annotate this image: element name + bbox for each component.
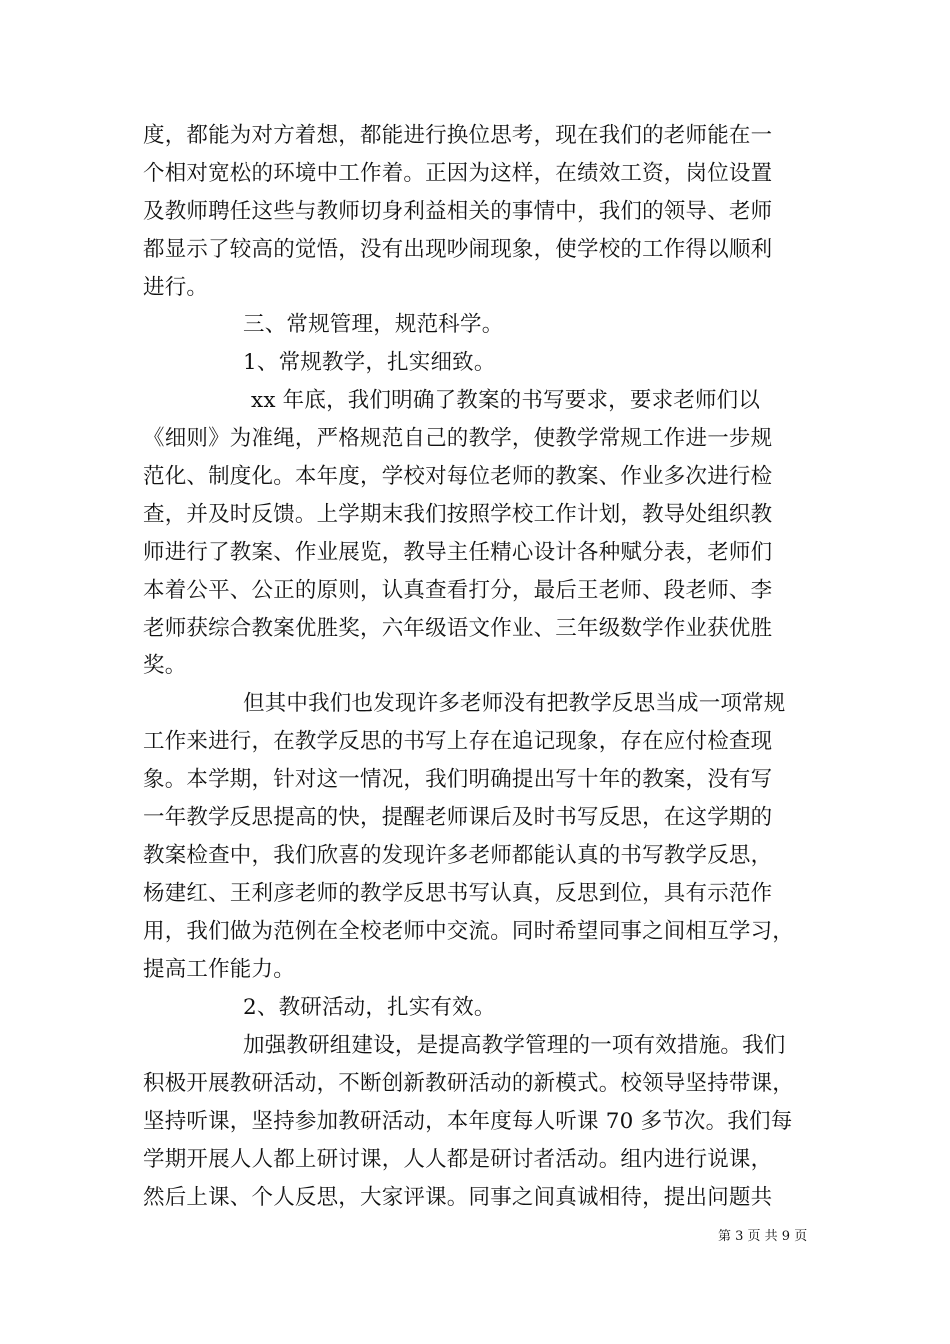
text-line: xx 年底，我们明确了教案的书写要求，要求老师们以 <box>251 388 761 413</box>
text-line: 本着公平、公正的原则，认真查看打分，最后王老师、段老师、李 <box>143 578 773 603</box>
text-line: 杨建红、王利彦老师的教学反思书写认真，反思到位，具有示范作 <box>143 881 773 906</box>
text-line: 个相对宽松的环境中工作着。正因为这样，在绩效工资，岗位设置 <box>143 161 773 186</box>
text-line: 及教师聘任这些与教师切身利益相关的事情中，我们的领导、老师 <box>143 199 773 224</box>
section-heading: 三、常规管理，规范科学。 <box>243 312 504 337</box>
page-number-footer: 第 3 页 共 9 页 <box>718 1229 808 1244</box>
text-line: 师进行了教案、作业展览，教导主任精心设计各种赋分表，老师们 <box>143 540 773 565</box>
text-line: 学期开展人人都上研讨课，人人都是研讨者活动。组内进行说课， <box>143 1147 773 1172</box>
text-line: 然后上课、个人反思，大家评课。同事之间真诚相待，提出问题共 <box>143 1185 773 1210</box>
subsection-heading: 1、常规教学，扎实细致。 <box>243 350 496 375</box>
text-line: 工作来进行，在教学反思的书写上存在追记现象，存在应付检查现 <box>143 729 773 754</box>
text-line: 奖。 <box>143 653 187 678</box>
text-line: 《细则》为准绳，严格规范自己的教学，使教学常规工作进一步规 <box>143 426 773 451</box>
text-line: 老师获综合教案优胜奖，六年级语文作业、三年级数学作业获优胜 <box>143 616 773 641</box>
text-line: 坚持听课，坚持参加教研活动，本年度每人听课 70 多节次。我们每 <box>143 1109 793 1134</box>
text-line: 用，我们做为范例在全校老师中交流。同时希望同事之间相互学习， <box>143 919 795 944</box>
text-line: 度，都能为对方着想，都能进行换位思考，现在我们的老师能在一 <box>143 123 773 148</box>
text-line: 进行。 <box>143 275 209 300</box>
text-line: 查，并及时反馈。上学期末我们按照学校工作计划，教导处组织教 <box>143 502 773 527</box>
text-line: 加强教研组建设，是提高教学管理的一项有效措施。我们 <box>243 1033 786 1058</box>
text-line: 象。本学期，针对这一情况，我们明确提出写十年的教案，没有写 <box>143 767 773 792</box>
subsection-heading: 2、教研活动，扎实有效。 <box>243 995 496 1020</box>
text-line: 提高工作能力。 <box>143 957 295 982</box>
text-line: 范化、制度化。本年度，学校对每位老师的教案、作业多次进行检 <box>143 464 773 489</box>
text-line: 都显示了较高的觉悟，没有出现吵闹现象，使学校的工作得以顺利 <box>143 237 773 262</box>
text-line: 积极开展教研活动，不断创新教研活动的新模式。校领导坚持带课， <box>143 1071 795 1096</box>
text-line: 但其中我们也发现许多老师没有把教学反思当成一项常规 <box>243 691 786 716</box>
text-line: 一年教学反思提高的快，提醒老师课后及时书写反思，在这学期的 <box>143 805 773 830</box>
text-line: 教案检查中，我们欣喜的发现许多老师都能认真的书写教学反思， <box>143 843 773 868</box>
